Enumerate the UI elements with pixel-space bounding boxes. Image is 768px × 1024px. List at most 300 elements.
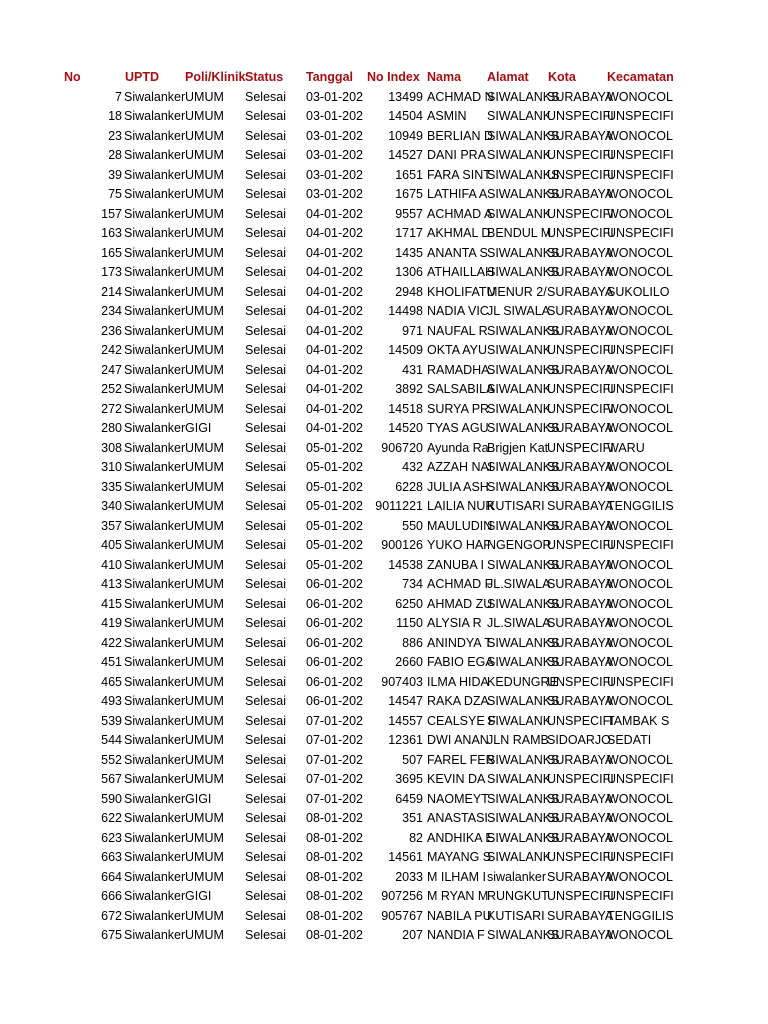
cell-kecamatan[interactable]: SEDATI (607, 733, 652, 747)
cell-kecamatan[interactable]: UNSPECIFI (607, 538, 674, 552)
cell-tanggal[interactable]: 04-01-202 (306, 421, 363, 435)
cell-status[interactable]: Selesai (245, 401, 286, 416)
cell-uptd[interactable]: Siwalanker (124, 635, 186, 650)
cell-no[interactable]: 18 (108, 109, 122, 123)
cell-kota[interactable]: SURABAYA (547, 928, 614, 942)
cell-tanggal[interactable]: 08-01-202 (306, 811, 363, 825)
cell-alamat[interactable]: SIWALANKS (487, 596, 560, 611)
cell-kota[interactable]: UNSPECIFI (547, 343, 614, 357)
cell-kota[interactable]: SURABAYA (547, 791, 614, 806)
cell-kecamatan[interactable]: TENGGILIS (607, 499, 674, 513)
cell-status[interactable]: Selesai (245, 109, 286, 123)
cell-uptd[interactable]: Siwalanker (124, 713, 186, 728)
cell-no[interactable]: 308 (101, 440, 122, 455)
header-kecamatan[interactable]: Kecamatan (607, 70, 674, 84)
header-status[interactable]: Status (245, 70, 284, 84)
cell-uptd[interactable]: Siwalanker (124, 440, 186, 455)
cell-status[interactable]: Selesai (245, 772, 286, 786)
cell-nama[interactable]: ANASTASI (427, 811, 488, 825)
cell-no[interactable]: 666 (101, 889, 122, 903)
cell-kecamatan[interactable]: UNSPECIFI (607, 382, 674, 396)
cell-poli-klinik[interactable]: UMUM (185, 928, 224, 942)
cell-status[interactable]: Selesai (245, 167, 286, 182)
cell-kecamatan[interactable]: WONOCOL (607, 89, 673, 104)
cell-status[interactable]: Selesai (245, 245, 286, 260)
cell-status[interactable]: Selesai (245, 694, 286, 708)
header-no-index[interactable]: No Index (367, 70, 420, 84)
cell-nama[interactable]: LAILIA NUR (427, 499, 495, 513)
cell-poli-klinik[interactable]: UMUM (185, 245, 224, 260)
cell-no[interactable]: 422 (101, 635, 122, 650)
cell-tanggal[interactable]: 05-01-202 (306, 538, 363, 552)
cell-no[interactable]: 157 (101, 206, 122, 221)
cell-no[interactable]: 622 (101, 811, 122, 825)
cell-alamat[interactable]: SIWALANKS (487, 89, 560, 104)
cell-poli-klinik[interactable]: UMUM (185, 148, 224, 162)
cell-no-index[interactable]: 14527 (388, 148, 423, 162)
cell-kota[interactable]: UNSPECIFI (547, 226, 614, 240)
cell-nama[interactable]: RAMADHA (427, 362, 490, 377)
cell-kota[interactable]: SURABAYA (547, 89, 614, 104)
header-kota[interactable]: Kota (548, 70, 576, 84)
cell-nama[interactable]: ACHMAD A (427, 206, 493, 221)
cell-kecamatan[interactable]: WONOCOL (607, 265, 673, 279)
cell-alamat[interactable]: SIWALANKS (487, 128, 560, 143)
cell-status[interactable]: Selesai (245, 265, 286, 279)
cell-uptd[interactable]: Siwalanker (124, 616, 186, 630)
cell-poli-klinik[interactable]: GIGI (185, 421, 212, 435)
cell-status[interactable]: Selesai (245, 850, 286, 864)
cell-no-index[interactable]: 734 (402, 577, 423, 591)
cell-tanggal[interactable]: 03-01-202 (306, 187, 363, 201)
cell-tanggal[interactable]: 06-01-202 (306, 577, 363, 591)
cell-kota[interactable]: SURABAYA (547, 479, 614, 494)
cell-uptd[interactable]: Siwalanker (124, 850, 186, 864)
cell-kota[interactable]: SURABAYA (547, 323, 614, 338)
cell-no[interactable]: 7 (115, 89, 122, 104)
cell-poli-klinik[interactable]: UMUM (185, 655, 224, 669)
cell-no-index[interactable]: 6228 (395, 479, 423, 494)
cell-tanggal[interactable]: 04-01-202 (306, 323, 363, 338)
cell-kota[interactable]: SURABAYA (547, 577, 614, 591)
cell-no-index[interactable]: 14504 (388, 109, 423, 123)
cell-poli-klinik[interactable]: GIGI (185, 791, 212, 806)
cell-alamat[interactable]: SIWALANK (487, 148, 552, 162)
cell-alamat[interactable]: SIWALANKS (487, 557, 560, 572)
cell-no[interactable]: 39 (108, 167, 122, 182)
cell-poli-klinik[interactable]: UMUM (185, 187, 224, 201)
cell-kecamatan[interactable]: TENGGILIS (607, 908, 674, 923)
cell-poli-klinik[interactable]: UMUM (185, 401, 224, 416)
cell-nama[interactable]: ANDHIKA E (427, 830, 494, 845)
cell-no-index[interactable]: 1150 (396, 616, 423, 630)
cell-nama[interactable]: ALYSIA R (427, 616, 482, 630)
cell-nama[interactable]: LATHIFA A (427, 187, 488, 201)
cell-tanggal[interactable]: 07-01-202 (306, 713, 363, 728)
cell-alamat[interactable]: BENDUL M (487, 226, 552, 240)
cell-alamat[interactable]: SIWALANKS (487, 518, 560, 533)
cell-poli-klinik[interactable]: UMUM (185, 635, 224, 650)
cell-no-index[interactable]: 2033 (395, 869, 423, 884)
cell-status[interactable]: Selesai (245, 928, 286, 942)
cell-kota[interactable]: SURABAYA (547, 655, 614, 669)
cell-tanggal[interactable]: 04-01-202 (306, 362, 363, 377)
cell-poli-klinik[interactable]: UMUM (185, 304, 224, 318)
cell-kota[interactable]: SURABAYA (547, 284, 614, 299)
cell-nama[interactable]: MAYANG S (427, 850, 492, 864)
cell-uptd[interactable]: Siwalanker (124, 323, 186, 338)
cell-kota[interactable]: SURABAYA (547, 596, 614, 611)
cell-no-index[interactable]: 3892 (395, 382, 423, 396)
cell-uptd[interactable]: Siwalanker (124, 148, 186, 162)
cell-alamat[interactable]: SIWALANK (487, 713, 552, 728)
cell-kota[interactable]: SURABAYA (547, 869, 614, 884)
cell-tanggal[interactable]: 08-01-202 (306, 928, 363, 942)
cell-status[interactable]: Selesai (245, 869, 286, 884)
cell-poli-klinik[interactable]: UMUM (185, 128, 224, 143)
cell-alamat[interactable]: KEDUNGRE (487, 674, 558, 689)
cell-nama[interactable]: ATHAILLAH (427, 265, 495, 279)
cell-kecamatan[interactable]: WONOCOL (607, 128, 673, 143)
cell-alamat[interactable]: SIWALANKS (487, 167, 560, 182)
cell-kota[interactable]: SURABAYA (547, 128, 614, 143)
cell-poli-klinik[interactable]: UMUM (185, 382, 224, 396)
cell-nama[interactable]: JULIA ASH (427, 479, 489, 494)
cell-alamat[interactable]: JLN RAMB (487, 733, 549, 747)
cell-kecamatan[interactable]: WONOCOL (607, 187, 673, 201)
cell-no-index[interactable]: 6459 (395, 791, 423, 806)
cell-alamat[interactable]: SIWALANKS (487, 265, 560, 279)
cell-no-index[interactable]: 907403 (381, 674, 423, 689)
cell-tanggal[interactable]: 04-01-202 (306, 382, 363, 396)
cell-alamat[interactable]: SIWALANKS (487, 323, 560, 338)
cell-alamat[interactable]: KUTISARI (487, 499, 545, 513)
cell-kota[interactable]: SURABAYA (547, 265, 614, 279)
cell-poli-klinik[interactable]: UMUM (185, 713, 224, 728)
cell-tanggal[interactable]: 08-01-202 (306, 889, 363, 903)
cell-no-index[interactable]: 14538 (388, 557, 423, 572)
cell-tanggal[interactable]: 04-01-202 (306, 226, 363, 240)
cell-alamat[interactable]: SIWALANK (487, 206, 552, 221)
cell-kota[interactable]: SURABAYA (547, 616, 614, 630)
cell-kecamatan[interactable]: UNSPECIFI (607, 850, 674, 864)
cell-no-index[interactable]: 971 (402, 323, 423, 338)
cell-kecamatan[interactable]: TAMBAK S (607, 713, 670, 728)
cell-tanggal[interactable]: 07-01-202 (306, 791, 363, 806)
cell-uptd[interactable]: Siwalanker (124, 889, 186, 903)
cell-kota[interactable]: UNSPECIFI (547, 674, 614, 689)
cell-no-index[interactable]: 1306 (395, 265, 423, 279)
cell-kecamatan[interactable]: WONOCOL (607, 694, 673, 708)
cell-alamat[interactable]: SIWALANKS (487, 752, 560, 767)
cell-status[interactable]: Selesai (245, 460, 286, 474)
cell-alamat[interactable]: JL.SIWALA (487, 616, 551, 630)
cell-poli-klinik[interactable]: UMUM (185, 284, 224, 299)
cell-uptd[interactable]: Siwalanker (124, 265, 186, 279)
cell-kota[interactable]: UNSPECIFI (547, 206, 614, 221)
cell-kota[interactable]: SURABAYA (547, 362, 614, 377)
cell-tanggal[interactable]: 05-01-202 (306, 518, 363, 533)
cell-alamat[interactable]: MENUR 2/ (487, 284, 547, 299)
cell-no-index[interactable]: 14498 (388, 304, 423, 318)
cell-alamat[interactable]: SIWALANK (487, 850, 552, 864)
cell-kota[interactable]: SURABAYA (547, 304, 614, 318)
cell-no[interactable]: 415 (101, 596, 122, 611)
cell-no-index[interactable]: 351 (402, 811, 423, 825)
cell-nama[interactable]: Ayunda Ra (427, 440, 489, 455)
cell-kecamatan[interactable]: UNSPECIFI (607, 109, 674, 123)
cell-tanggal[interactable]: 05-01-202 (306, 499, 363, 513)
cell-alamat[interactable]: SIWALANK (487, 401, 552, 416)
cell-kecamatan[interactable]: WONOCOL (607, 752, 673, 767)
cell-uptd[interactable]: Siwalanker (124, 811, 186, 825)
header-poli-klinik[interactable]: Poli/Klinik (185, 70, 246, 84)
cell-no[interactable]: 247 (101, 362, 122, 377)
cell-tanggal[interactable]: 08-01-202 (306, 830, 363, 845)
cell-alamat[interactable]: SIWALANKS (487, 635, 560, 650)
cell-kecamatan[interactable]: WONOCOL (607, 596, 673, 611)
cell-status[interactable]: Selesai (245, 421, 286, 435)
cell-no-index[interactable]: 14561 (388, 850, 423, 864)
cell-tanggal[interactable]: 06-01-202 (306, 596, 363, 611)
cell-uptd[interactable]: Siwalanker (124, 694, 186, 708)
cell-kecamatan[interactable]: WONOCOL (607, 830, 673, 845)
cell-nama[interactable]: ACHMAD F (427, 577, 493, 591)
cell-status[interactable]: Selesai (245, 655, 286, 669)
cell-status[interactable]: Selesai (245, 733, 286, 747)
cell-poli-klinik[interactable]: UMUM (185, 752, 224, 767)
cell-no-index[interactable]: 432 (402, 460, 423, 474)
cell-status[interactable]: Selesai (245, 440, 286, 455)
cell-kecamatan[interactable]: WONOCOL (607, 518, 673, 533)
cell-uptd[interactable]: Siwalanker (124, 869, 186, 884)
cell-status[interactable]: Selesai (245, 323, 286, 338)
cell-kota[interactable]: SURABAYA (547, 499, 614, 513)
cell-nama[interactable]: SALSABILA (427, 382, 495, 396)
cell-uptd[interactable]: Siwalanker (124, 733, 186, 747)
cell-kota[interactable]: UNSPECIFI (547, 772, 614, 786)
cell-uptd[interactable]: Siwalanker (124, 752, 186, 767)
cell-kecamatan[interactable]: UNSPECIFI (607, 167, 674, 182)
cell-status[interactable]: Selesai (245, 479, 286, 494)
cell-uptd[interactable]: Siwalanker (124, 401, 186, 416)
cell-tanggal[interactable]: 03-01-202 (306, 128, 363, 143)
cell-alamat[interactable]: SIWALANKS (487, 791, 560, 806)
cell-status[interactable]: Selesai (245, 148, 286, 162)
cell-nama[interactable]: ANINDYA T (427, 635, 492, 650)
cell-poli-klinik[interactable]: UMUM (185, 733, 224, 747)
cell-no[interactable]: 173 (101, 265, 122, 279)
cell-alamat[interactable]: SIWALANK (487, 109, 552, 123)
cell-nama[interactable]: NADIA VIC (427, 304, 489, 318)
cell-status[interactable]: Selesai (245, 206, 286, 221)
cell-kota[interactable]: SURABAYA (547, 635, 614, 650)
cell-no-index[interactable]: 9011221 (375, 499, 423, 513)
cell-kecamatan[interactable]: UNSPECIFI (607, 148, 674, 162)
cell-status[interactable]: Selesai (245, 577, 286, 591)
cell-alamat[interactable]: siwalanker (487, 869, 547, 884)
cell-nama[interactable]: DWI ANAN (427, 733, 489, 747)
cell-uptd[interactable]: Siwalanker (124, 284, 186, 299)
cell-uptd[interactable]: Siwalanker (124, 791, 186, 806)
cell-poli-klinik[interactable]: GIGI (185, 889, 212, 903)
cell-alamat[interactable]: SIWALANKS (487, 928, 560, 942)
cell-tanggal[interactable]: 08-01-202 (306, 908, 363, 923)
cell-alamat[interactable]: SIWALANKS (487, 362, 560, 377)
cell-alamat[interactable]: JL.SIWALA (487, 577, 551, 591)
cell-status[interactable]: Selesai (245, 226, 286, 240)
cell-kota[interactable]: SURABAYA (547, 460, 614, 474)
cell-kecamatan[interactable]: WONOCOL (607, 557, 673, 572)
cell-kecamatan[interactable]: WONOCOL (607, 811, 673, 825)
cell-tanggal[interactable]: 03-01-202 (306, 89, 363, 104)
cell-nama[interactable]: OKTA AYU (427, 343, 487, 357)
cell-kota[interactable]: UNSPECIFI (547, 109, 614, 123)
cell-uptd[interactable]: Siwalanker (124, 499, 186, 513)
cell-no[interactable]: 567 (101, 772, 122, 786)
cell-no-index[interactable]: 906720 (381, 440, 423, 455)
cell-kecamatan[interactable]: WONOCOL (607, 479, 673, 494)
cell-alamat[interactable]: SIWALANKS (487, 694, 560, 708)
cell-alamat[interactable]: RUNGKUT (487, 889, 549, 903)
cell-no-index[interactable]: 1435 (395, 245, 423, 260)
cell-tanggal[interactable]: 07-01-202 (306, 733, 363, 747)
cell-no[interactable]: 663 (101, 850, 122, 864)
cell-no-index[interactable]: 507 (402, 752, 423, 767)
cell-alamat[interactable]: SIWALANKS (487, 479, 560, 494)
cell-status[interactable]: Selesai (245, 752, 286, 767)
cell-no[interactable]: 590 (101, 791, 122, 806)
cell-nama[interactable]: FAREL FER (427, 752, 495, 767)
cell-tanggal[interactable]: 08-01-202 (306, 869, 363, 884)
cell-poli-klinik[interactable]: UMUM (185, 869, 224, 884)
cell-no-index[interactable]: 907256 (381, 889, 423, 903)
cell-poli-klinik[interactable]: UMUM (185, 206, 224, 221)
cell-nama[interactable]: ZANUBA I (427, 557, 484, 572)
cell-no[interactable]: 23 (108, 128, 122, 143)
cell-poli-klinik[interactable]: UMUM (185, 479, 224, 494)
cell-nama[interactable]: ANANTA S (427, 245, 488, 260)
cell-no-index[interactable]: 886 (402, 635, 423, 650)
cell-kota[interactable]: SURABAYA (547, 421, 614, 435)
cell-kecamatan[interactable]: WONOCOL (607, 635, 673, 650)
cell-status[interactable]: Selesai (245, 187, 286, 201)
cell-poli-klinik[interactable]: UMUM (185, 616, 224, 630)
header-alamat[interactable]: Alamat (487, 70, 529, 84)
cell-no[interactable]: 340 (101, 499, 122, 513)
cell-tanggal[interactable]: 06-01-202 (306, 616, 363, 630)
cell-no[interactable]: 163 (101, 226, 122, 240)
cell-uptd[interactable]: Siwalanker (124, 577, 186, 591)
cell-uptd[interactable]: Siwalanker (124, 421, 186, 435)
cell-kecamatan[interactable]: WONOCOL (607, 362, 673, 377)
cell-tanggal[interactable]: 04-01-202 (306, 343, 363, 357)
cell-kecamatan[interactable]: SUKOLILO (607, 284, 670, 299)
cell-uptd[interactable]: Siwalanker (124, 518, 186, 533)
cell-tanggal[interactable]: 05-01-202 (306, 479, 363, 494)
cell-nama[interactable]: M ILHAM I (427, 869, 487, 884)
cell-tanggal[interactable]: 04-01-202 (306, 206, 363, 221)
cell-kota[interactable]: UNSPECIFI (547, 440, 614, 455)
cell-status[interactable]: Selesai (245, 674, 286, 689)
cell-no-index[interactable]: 14509 (388, 343, 423, 357)
cell-kecamatan[interactable]: WARU (607, 440, 645, 455)
cell-tanggal[interactable]: 05-01-202 (306, 440, 363, 455)
cell-no-index[interactable]: 905767 (381, 908, 423, 923)
cell-kota[interactable]: SURABAYA (547, 694, 614, 708)
cell-no[interactable]: 410 (101, 557, 122, 572)
cell-tanggal[interactable]: 05-01-202 (306, 460, 363, 474)
cell-status[interactable]: Selesai (245, 362, 286, 377)
cell-no-index[interactable]: 12361 (388, 733, 423, 747)
cell-no[interactable]: 272 (101, 401, 122, 416)
cell-alamat[interactable]: SIWALANKS (487, 460, 560, 474)
cell-status[interactable]: Selesai (245, 304, 286, 318)
cell-tanggal[interactable]: 05-01-202 (306, 557, 363, 572)
cell-alamat[interactable]: SIWALANKS (487, 245, 560, 260)
cell-nama[interactable]: ILMA HIDA (427, 674, 489, 689)
cell-no-index[interactable]: 14557 (388, 713, 423, 728)
cell-alamat[interactable]: NGENGOR (487, 538, 552, 552)
cell-kota[interactable]: UNSPECIFI (547, 713, 614, 728)
cell-poli-klinik[interactable]: UMUM (185, 323, 224, 338)
cell-uptd[interactable]: Siwalanker (124, 557, 186, 572)
cell-poli-klinik[interactable]: UMUM (185, 811, 224, 825)
cell-no-index[interactable]: 2948 (395, 284, 423, 299)
cell-status[interactable]: Selesai (245, 284, 286, 299)
cell-kecamatan[interactable]: UNSPECIFI (607, 772, 674, 786)
cell-uptd[interactable]: Siwalanker (124, 382, 186, 396)
cell-nama[interactable]: KEVIN DA (427, 772, 486, 786)
header-nama[interactable]: Nama (427, 70, 462, 84)
cell-uptd[interactable]: Siwalanker (124, 596, 186, 611)
cell-nama[interactable]: MAULUDIN (427, 518, 493, 533)
cell-uptd[interactable]: Siwalanker (124, 460, 186, 474)
cell-alamat[interactable]: KUTISARI (487, 908, 545, 923)
cell-tanggal[interactable]: 04-01-202 (306, 304, 363, 318)
cell-uptd[interactable]: Siwalanker (124, 928, 186, 942)
cell-kecamatan[interactable]: WONOCOL (607, 791, 673, 806)
cell-kecamatan[interactable]: WONOCOL (607, 323, 673, 338)
cell-alamat[interactable]: JL SIWALA (487, 304, 550, 318)
cell-poli-klinik[interactable]: UMUM (185, 499, 224, 513)
header-tanggal[interactable]: Tanggal (306, 70, 353, 84)
cell-nama[interactable]: AKHMAL D (427, 226, 491, 240)
cell-uptd[interactable]: Siwalanker (124, 655, 186, 669)
cell-no[interactable]: 335 (101, 479, 122, 494)
cell-no-index[interactable]: 14547 (388, 694, 423, 708)
cell-tanggal[interactable]: 04-01-202 (306, 265, 363, 279)
cell-nama[interactable]: YUKO HAF (427, 538, 491, 552)
cell-kota[interactable]: SURABAYA (547, 752, 614, 767)
cell-no[interactable]: 623 (101, 830, 122, 845)
cell-poli-klinik[interactable]: UMUM (185, 830, 224, 845)
cell-status[interactable]: Selesai (245, 830, 286, 845)
cell-kecamatan[interactable]: UNSPECIFI (607, 674, 674, 689)
cell-kota[interactable]: SURABAYA (547, 811, 614, 825)
cell-no[interactable]: 165 (101, 245, 122, 260)
cell-nama[interactable]: NABILA PU (427, 908, 492, 923)
cell-no[interactable]: 552 (101, 752, 122, 767)
cell-tanggal[interactable]: 06-01-202 (306, 635, 363, 650)
cell-uptd[interactable]: Siwalanker (124, 89, 186, 104)
cell-kecamatan[interactable]: UNSPECIFI (607, 889, 674, 903)
cell-kota[interactable]: UNSPECIFI (547, 538, 614, 552)
cell-no-index[interactable]: 1675 (395, 187, 423, 201)
cell-kecamatan[interactable]: WONOCOL (607, 460, 673, 474)
cell-status[interactable]: Selesai (245, 557, 286, 572)
cell-poli-klinik[interactable]: UMUM (185, 167, 224, 182)
